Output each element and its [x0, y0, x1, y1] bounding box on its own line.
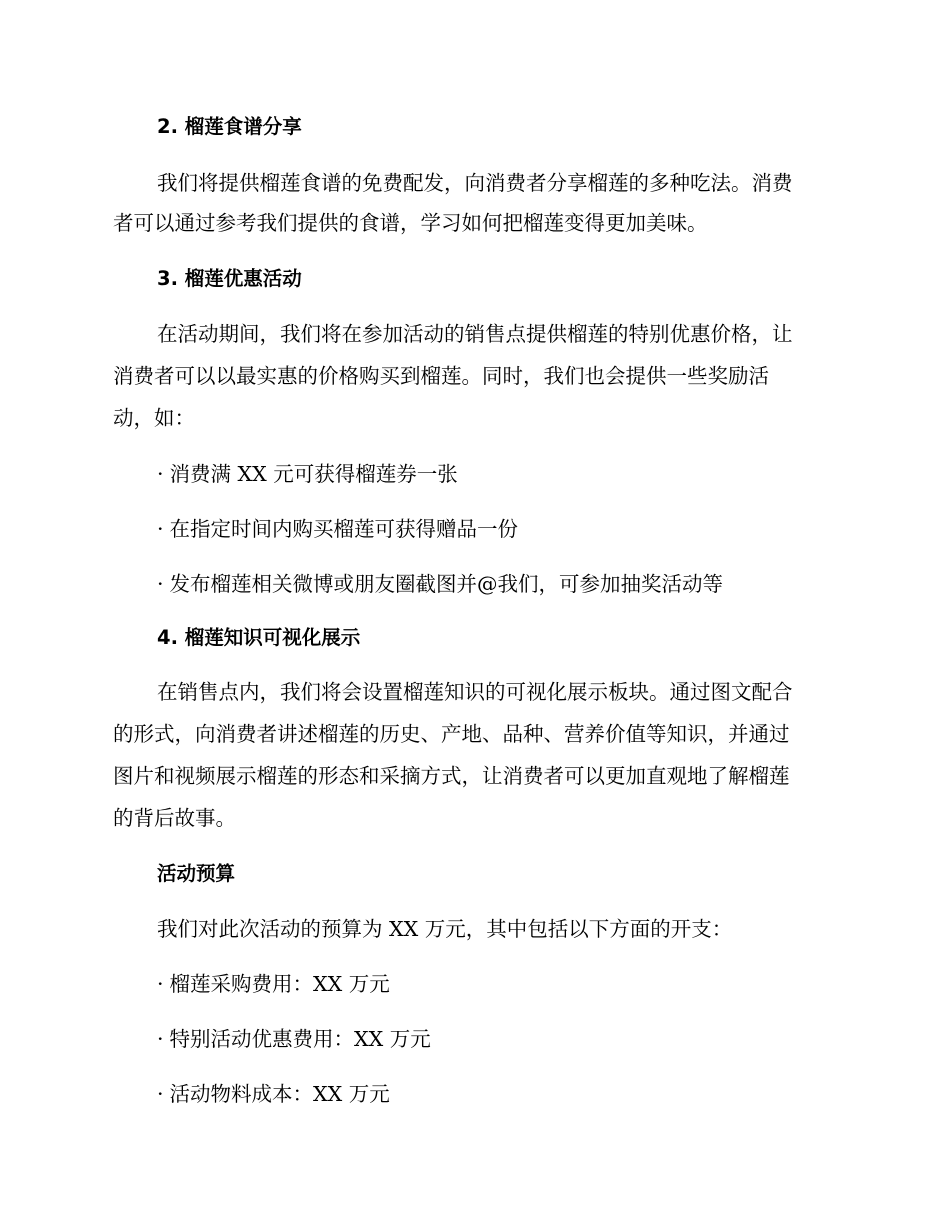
section-4-para-line-1: 在销售点内，我们将会设置榴莲知识的可视化展示板块。通过图文配合 [157, 680, 793, 704]
section-4-heading: 4. 榴莲知识可视化展示 [157, 626, 361, 649]
list-item [157, 1080, 390, 1108]
section-2-para-line-1: 我们将提供榴莲食谱的免费配发，向消费者分享榴莲的多种吃法。消费 [157, 171, 793, 195]
bullet-icon: · [157, 572, 164, 596]
bullet-icon: · [157, 972, 164, 996]
list-item [157, 570, 723, 598]
bullet-icon: · [157, 462, 164, 486]
budget-heading: 活动预算 [157, 862, 236, 885]
bullet-icon: · [157, 1082, 164, 1106]
budget-intro: 我们对此次活动的预算为 XX 万元，其中包括以下方面的开支： [157, 917, 733, 941]
list-item-text: 特别活动优惠费用：XX 万元 [169, 1027, 431, 1051]
section-4-para-line-3: 图片和视频展示榴莲的形态和采摘方式，让消费者可以更加直观地了解榴莲 [113, 764, 790, 788]
section-3-heading: 3. 榴莲优惠活动 [157, 267, 302, 290]
list-item-text: 活动物料成本：XX 万元 [169, 1082, 390, 1106]
section-2-heading: 2. 榴莲食谱分享 [157, 115, 302, 138]
list-item [157, 515, 518, 543]
section-3-para-line-3: 动，如： [113, 406, 195, 430]
section-4-para-line-2: 的形式，向消费者讲述榴莲的历史、产地、品种、营养价值等知识，并通过 [113, 722, 790, 746]
section-4-para-line-4: 的背后故事。 [113, 806, 236, 830]
section-3-para-line-1: 在活动期间，我们将在参加活动的销售点提供榴莲的特别优惠价格，让 [157, 322, 793, 346]
list-item-text: 发布榴莲相关微博或朋友圈截图并@我们，可参加抽奖活动等 [169, 572, 724, 596]
list-item-text: 在指定时间内购买榴莲可获得赠品一份 [169, 517, 519, 541]
section-2-para-line-2: 者可以通过参考我们提供的食谱，学习如何把榴莲变得更加美味。 [113, 211, 708, 235]
section-3-para-line-2: 消费者可以以最实惠的价格购买到榴莲。同时，我们也会提供一些奖励活 [113, 364, 769, 388]
list-item-text: 榴莲采购费用：XX 万元 [169, 972, 390, 996]
list-item [157, 1025, 431, 1053]
list-item [157, 970, 390, 998]
list-item-text: 消费满 XX 元可获得榴莲券一张 [169, 462, 458, 486]
bullet-icon: · [157, 517, 164, 541]
bullet-icon: · [157, 1027, 164, 1051]
list-item [157, 460, 458, 488]
